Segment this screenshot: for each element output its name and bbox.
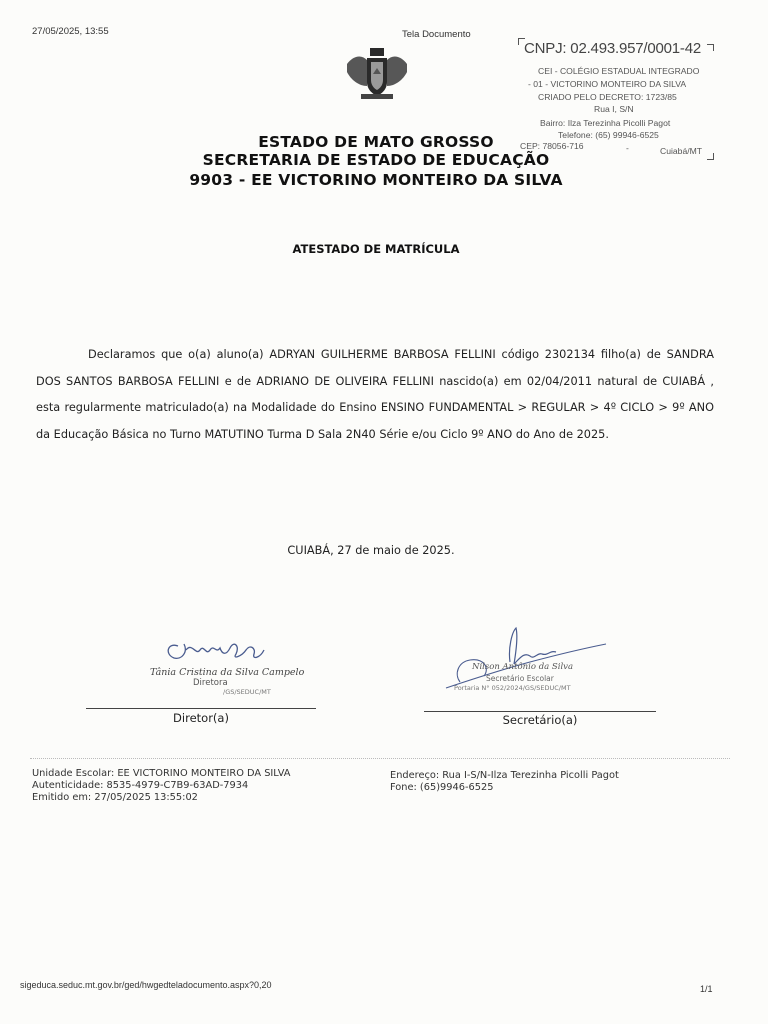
secretary-stamp-role: Secretário Escolar [486, 674, 554, 683]
header-school: 9903 - EE VICTORINO MONTEIRO DA SILVA [189, 171, 563, 189]
print-page-title: Tela Documento [402, 29, 471, 40]
director-stamp-detail: /GS/SEDUC/MT [223, 688, 271, 696]
footer-address: Endereço: Rua I-S/N-Ilza Terezinha Picolli Pagot [390, 770, 619, 781]
stamp-line: Rua I, S/N [594, 104, 634, 114]
footer-right [390, 770, 619, 794]
director-signature [160, 632, 270, 666]
declaration-text: Declaramos que o(a) aluno(a) ADRYAN GUILHERME BARBOSA FELLINI código 2302134 filho(a) de SANDRA DOS SANTOS BARBOSA FELLINI e de ADRIANO DE OLIVEIRA FELLINI nascido(a) em 02/04/2011 natural de CUIABÁ , esta regularmente matriculado(a) na Modalidade do Ensino ENSINO FUNDAMENTAL > REGULAR > 4º CICLO > 9º ANO da Educação Básica no Turno MATUTINO Turma D Sala 2N40 Série e/ou Ciclo 9º ANO do Ano de 2025. [36, 348, 714, 441]
print-datetime: 27/05/2025, 13:55 [32, 26, 109, 37]
secretary-signature-line [424, 711, 656, 712]
footer-unit: Unidade Escolar: EE VICTORINO MONTEIRO DA SILVA [32, 768, 291, 779]
stamp-corner [707, 44, 714, 51]
document-title: ATESTADO DE MATRÍCULA [292, 242, 460, 256]
coat-of-arms-icon [343, 46, 411, 102]
secretary-stamp-name: Nilson Antônio da Silva [472, 662, 574, 672]
stamp-line: Telefone: (65) 99946-6525 [558, 130, 659, 140]
footer-divider [30, 758, 730, 759]
stamp-cep: CEP: 78056-716 [520, 141, 584, 151]
print-url: sigeduca.seduc.mt.gov.br/ged/hwgedteladocumento.aspx?0,20 [20, 980, 272, 990]
stamp-line: Bairro: Ilza Terezinha Picolli Pagot [540, 118, 671, 128]
director-signature-line [86, 708, 316, 709]
secretary-label: Secretário(a) [502, 713, 578, 727]
stamp-city: Cuiabá/MT [660, 146, 703, 156]
secretary-stamp-detail: Portaria N° 052/2024/GS/SEDUC/MT [454, 684, 571, 692]
stamp-line: CRIADO PELO DECRETO: 1723/85 [538, 92, 677, 102]
header-state: ESTADO DE MATO GROSSO [258, 133, 494, 151]
stamp-dash: - [626, 143, 629, 153]
stamp-cnpj: CNPJ: 02.493.957/0001-42 [524, 40, 701, 57]
header-secretariat: SECRETARIA DE ESTADO DE EDUCAÇÃO [202, 151, 550, 169]
director-stamp-name: Tânia Cristina da Silva Campelo [150, 667, 305, 678]
footer-issued: Emitido em: 27/05/2025 13:55:02 [32, 792, 198, 803]
director-label: Diretor(a) [173, 711, 229, 725]
stamp-line: CEI - COLÉGIO ESTADUAL INTEGRADO [538, 66, 700, 76]
place-date: CUIABÁ, 27 de maio de 2025. [287, 544, 455, 557]
director-stamp-role: Diretora [193, 678, 228, 688]
print-page-number: 1/1 [700, 984, 713, 994]
stamp-line: - 01 - VICTORINO MONTEIRO DA SILVA [528, 79, 687, 89]
footer-authenticity: Autenticidade: 8535-4979-C7B9-63AD-7934 [32, 780, 249, 791]
footer-phone: Fone: (65)9946-6525 [390, 782, 494, 793]
footer-left [32, 768, 290, 804]
